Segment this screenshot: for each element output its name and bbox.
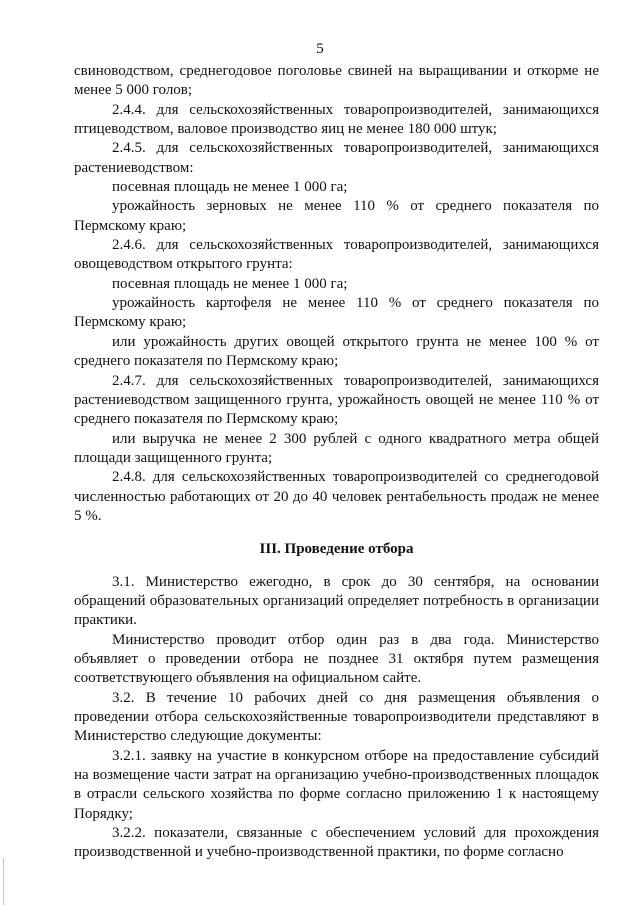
paragraph-continuation-pig-farming: свиноводством, среднегодовое поголовье свиней на выращивании и откорме не менее 5 000 голов; [74, 63, 599, 99]
paragraph-other-vegetables-yield: или урожайность других овощей открытого грунта не менее 100 % от среднего показателя по Пермскому краю; [74, 333, 599, 370]
document-body [74, 62, 599, 863]
page-number: 5 [316, 41, 324, 57]
paragraph-2-4-5: 2.4.5. для сельскохозяйственных товаропроизводителей, занимающихся растениеводством: [74, 140, 599, 176]
paragraph-grain-yield: урожайность зерновых не менее 110 % от среднего показателя по Пермскому краю; [74, 198, 599, 234]
paragraph-2-4-6: 2.4.6. для сельскохозяйственных товаропроизводителей, занимающихся овощеводством открытого грунта: [74, 237, 599, 273]
paragraph-2-4-8: 2.4.8. для сельскохозяйственных товаропроизводителей со среднегодовой численностью работающих от 20 до 40 человек рентабельность продаж не менее 5 %. [74, 469, 599, 524]
paragraph-3-2-1: 3.2.1. заявку на участие в конкурсном отборе на предоставление субсидий на возмещение части затрат на организацию учебно-производственных площадок в отрасли сельского хозяйства по форме согласно приложению 1 к настоящему Порядку; [74, 747, 599, 822]
paragraph-sown-area-2: посевная площадь не менее 1 000 га; [112, 275, 348, 292]
paragraph-potato-yield: урожайность картофеля не менее 110 % от среднего показателя по Пермскому краю; [74, 295, 599, 331]
paragraph-selection-announcement: Министерство проводит отбор один раз в два года. Министерство объявляет о проведении отбора не позднее 31 октября путем размещения соответствующего объявления на официальном сайте. [74, 631, 599, 687]
paragraph-sown-area-1: посевная площадь не менее 1 000 га; [112, 179, 348, 196]
paragraph-3-1: 3.1. Министерство ежегодно, в срок до 30 сентября, на основании обращений образовательных организаций определяет потребность в организации практики. [74, 573, 599, 629]
paragraph-2-4-7: 2.4.7. для сельскохозяйственных товаропроизводителей, занимающихся растениеводством защищенного грунта, урожайность овощей не менее 110 % от среднего показателя по Пермскому краю; [74, 372, 599, 428]
section-heading: III. Проведение отбора [259, 541, 414, 558]
paragraph-revenue-greenhouse: или выручка не менее 2 300 рублей с одного квадратного метра общей площади защищенного грунта; [74, 430, 599, 466]
paragraph-2-4-4: 2.4.4. для сельскохозяйственных товаропроизводителей, занимающихся птицеводством, валовое производство яиц не менее 180 000 штук; [74, 101, 599, 138]
scan-edge-line [3, 858, 4, 905]
paragraph-3-2: 3.2. В течение 10 рабочих дней со дня размещения объявления о проведении отбора сельскохозяйственные товаропроизводители представляют в Министерство следующие документы: [74, 689, 599, 745]
paragraph-3-2-2: 3.2.2. показатели, связанные с обеспечением условий для прохождения производственной и учебно-производственной практики, по форме согласно [74, 825, 599, 861]
